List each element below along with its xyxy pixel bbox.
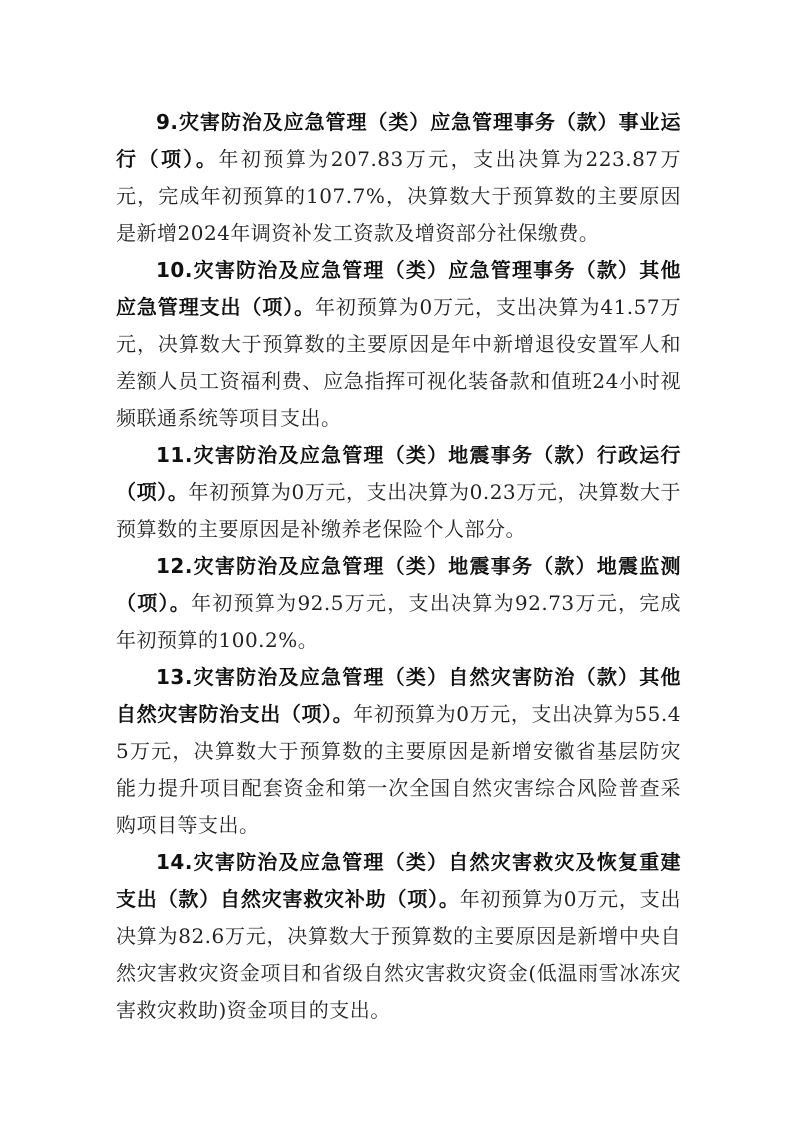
paragraph-item-12	[116, 548, 681, 659]
paragraph-item-14	[116, 844, 681, 1029]
paragraph-heading: 10.灾害防治及应急管理（类）应急管理事务（款）其他应急管理支出（项）。	[116, 258, 681, 319]
paragraph-heading: 9.灾害防治及应急管理（类）应急管理事务（款）事业运行（项）。	[116, 110, 681, 171]
paragraph-text: 年初预算为92.5万元，支出决算为92.73万元，完成年初预算的100.2%。	[116, 591, 682, 652]
paragraph-text: 年初预算为0万元，支出决算为82.6万元，决算数大于预算数的主要原因是新增中央自然灾害救灾资金项目和省级自然灾害救灾资金(低温雨雪冰冻灾害救灾救助)资金项目的支出。	[116, 887, 682, 1022]
paragraph-item-13	[116, 659, 681, 844]
paragraph-item-11	[116, 437, 681, 548]
paragraph-text: 年初预算为0万元，支出决算为0.23万元，决算数大于预算数的主要原因是补缴养老保险个人部分。	[116, 480, 681, 541]
paragraph-heading: 13.灾害防治及应急管理（类）自然灾害防治（款）其他自然灾害防治支出（项）。	[116, 665, 681, 726]
document-body	[116, 104, 681, 1029]
paragraph-heading: 12.灾害防治及应急管理（类）地震事务（款）地震监测（项）。	[116, 554, 681, 615]
paragraph-text: 年初预算为0万元，支出决算为55.45万元，决算数大于预算数的主要原因是新增安徽省基层防灾能力提升项目配套资金和第一次全国自然灾害综合风险普查采购项目等支出。	[116, 702, 681, 837]
paragraph-text: 年初预算为207.83万元，支出决算为223.87万元，完成年初预算的107.7%，决算数大于预算数的主要原因是新增2024年调资补发工资款及增资部分社保缴费。	[116, 147, 681, 245]
paragraph-heading: 14.灾害防治及应急管理（类）自然灾害救灾及恢复重建支出（款）自然灾害救灾补助（项）。	[116, 850, 681, 911]
paragraph-item-9	[116, 104, 681, 252]
paragraph-text: 年初预算为0万元，支出决算为41.57万元，决算数大于预算数的主要原因是年中新增退役安置军人和差额人员工资福利费、应急指挥可视化装备款和值班24小时视频联通系统等项目支出。	[116, 295, 682, 430]
paragraph-heading: 11.灾害防治及应急管理（类）地震事务（款）行政运行（项）。	[116, 443, 681, 504]
paragraph-item-10	[116, 252, 681, 437]
